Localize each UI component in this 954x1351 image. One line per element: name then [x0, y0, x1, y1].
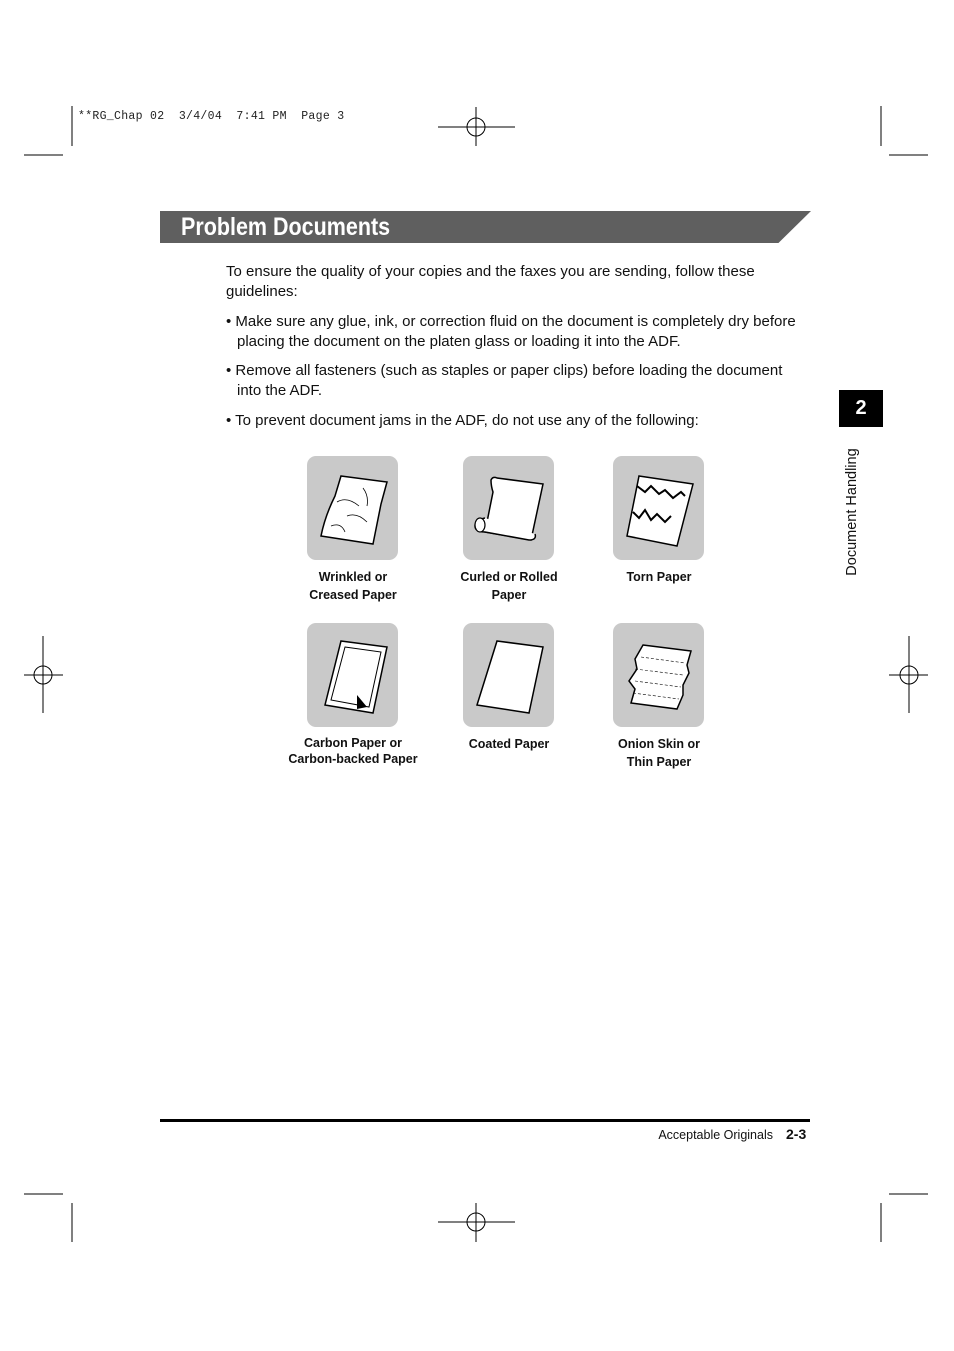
curled-paper-icon — [463, 456, 554, 560]
guideline-bullet: • Remove all fasteners (such as staples or paper clips) before loading the document into the ADF. — [226, 362, 783, 399]
section-title: Problem Documents — [181, 213, 391, 241]
chapter-number-tab: 2 — [839, 390, 883, 427]
onion-skin-paper-tile — [613, 623, 704, 727]
torn-paper-icon — [613, 456, 704, 560]
caption-coated-paper: Coated Paper — [468, 737, 550, 751]
coated-paper-icon — [463, 623, 554, 727]
footer-rule — [160, 1119, 810, 1122]
caption-carbon-paper: Carbon Paper or Carbon-backed Paper — [288, 736, 418, 766]
caption-torn-paper: Torn Paper — [626, 570, 692, 584]
chapter-side-label: Document Handling — [844, 448, 860, 576]
coated-paper-tile — [463, 623, 554, 727]
guideline-bullet: • Make sure any glue, ink, or correction fluid on the document is completely dry before placing the document on the platen glass or loading it into the ADF. — [226, 313, 796, 350]
print-slug: **RG_Chap 02 3/4/04 7:41 PM Page 3 — [78, 110, 345, 123]
wrinkled-paper-tile — [307, 456, 398, 560]
curled-paper-tile — [463, 456, 554, 560]
footer-section-name: Acceptable Originals — [658, 1128, 773, 1142]
page-number: 2-3 — [786, 1126, 807, 1142]
intro-paragraph: To ensure the quality of your copies and the faxes you are sending, follow these guidelines: — [226, 263, 755, 300]
onion-skin-paper-icon — [613, 623, 704, 727]
torn-paper-tile — [613, 456, 704, 560]
carbon-paper-tile — [307, 623, 398, 727]
guideline-bullet: • To prevent document jams in the ADF, do not use any of the following: — [226, 412, 699, 429]
carbon-paper-icon — [307, 623, 398, 727]
caption-curled-paper: Curled or Rolled Paper — [460, 570, 558, 602]
wrinkled-paper-icon — [307, 456, 398, 560]
caption-onion-skin-paper: Onion Skin or Thin Paper — [618, 737, 700, 769]
caption-wrinkled-paper: Wrinkled or Creased Paper — [309, 570, 397, 602]
